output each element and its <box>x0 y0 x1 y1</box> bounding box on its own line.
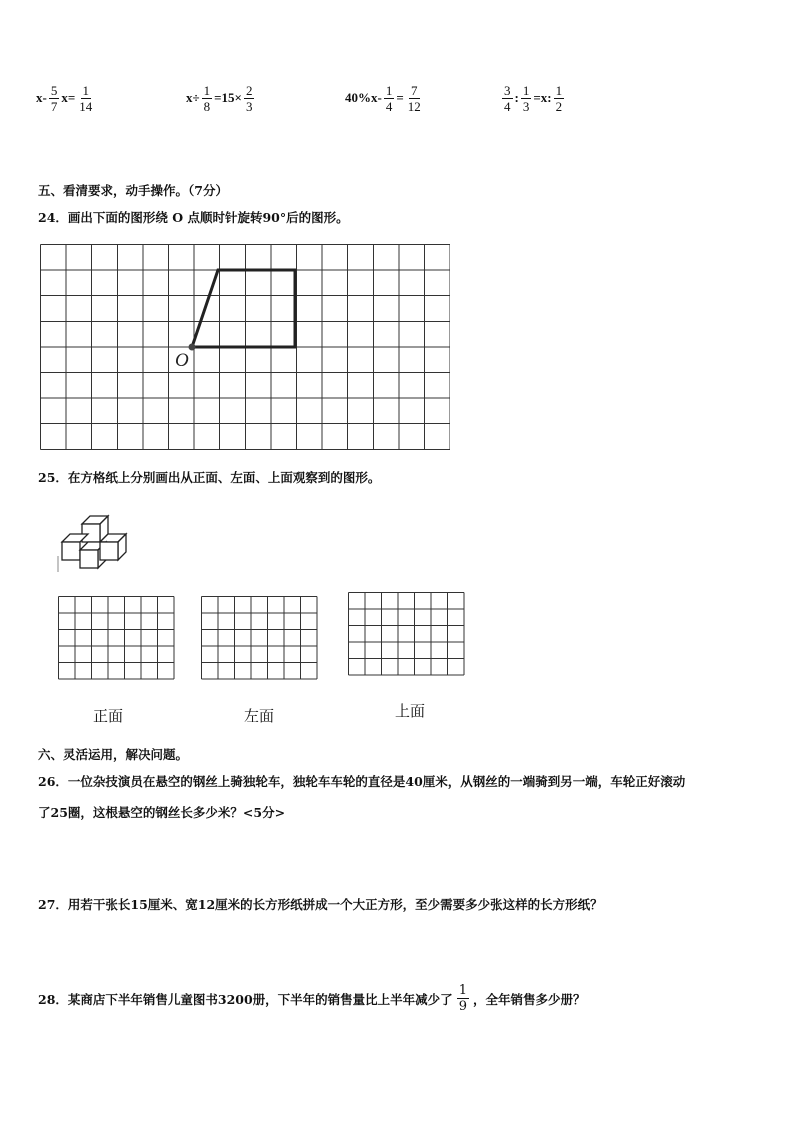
point-o <box>189 344 196 351</box>
eq-text: : <box>514 90 519 105</box>
question-26-line2: 了25圈，这根悬空的钢丝长多少米？<5分> <box>38 805 286 820</box>
equation-3 <box>345 76 425 120</box>
top-view-label: 上面 <box>395 702 426 720</box>
fraction: $\frac{1}{2}$ <box>555 82 563 114</box>
fraction: $\frac{1}{14}$ <box>79 82 93 114</box>
eq-text: x- <box>36 90 47 105</box>
cube-stack-figure <box>54 512 134 574</box>
point-o-label: O <box>175 350 189 371</box>
rotation-grid <box>40 244 450 452</box>
eq-text: =15× <box>214 90 242 105</box>
fraction: $\frac{7}{12}$ <box>407 82 421 114</box>
fraction: $\frac{1}{8}$ <box>203 82 211 114</box>
fraction: $\frac{5}{7}$ <box>50 82 58 114</box>
question-26-line1: 26．一位杂技演员在悬空的钢丝上骑独轮车，独轮车车轮的直径是40厘米，从钢丝的一端骑到另一端，车轮正好滚动 <box>38 774 686 789</box>
eq-text: 40%x- <box>345 90 382 105</box>
front-view-grid <box>58 596 178 698</box>
equation-1 <box>36 76 96 120</box>
fraction: $\frac{2}{3}$ <box>245 82 253 114</box>
eq-text: x÷ <box>186 90 200 105</box>
section-heading-6: 六、灵活运用，解决问题。 <box>38 747 189 762</box>
question-24: 24．画出下面的图形绕 O 点顺时针旋转90°后的图形。 <box>38 210 349 225</box>
left-view-label: 左面 <box>244 707 275 725</box>
eq-text: =x: <box>533 90 552 105</box>
left-view-grid <box>201 596 321 698</box>
question-28-text: 28．某商店下半年销售儿童图书3200册，下半年的销售量比上半年减少了 <box>38 991 453 1007</box>
question-28 <box>38 983 585 1014</box>
fraction: $\frac{1}{9}$ <box>458 983 467 1014</box>
quadrilateral-shape <box>192 270 295 347</box>
question-27: 27．用若干张长15厘米、宽12厘米的长方形纸拼成一个大正方形，至少需要多少张这样的长方形纸？ <box>38 897 603 912</box>
eq-text: x= <box>61 90 76 105</box>
front-view-label: 正面 <box>93 707 124 725</box>
section-heading-5: 五、看清要求，动手操作。（7分） <box>38 183 228 198</box>
question-28-text: ，全年销售多少册？ <box>472 991 586 1007</box>
fraction: $\frac{3}{4}$ <box>504 82 511 114</box>
eq-text: = <box>396 90 404 105</box>
fraction: $\frac{1}{4}$ <box>385 82 393 114</box>
fraction: $\frac{1}{3}$ <box>522 82 530 114</box>
question-25: 25．在方格纸上分别画出从正面、左面、上面观察到的图形。 <box>38 470 381 485</box>
equation-2 <box>186 76 256 120</box>
equation-4 <box>500 76 566 120</box>
top-view-grid <box>348 592 468 694</box>
